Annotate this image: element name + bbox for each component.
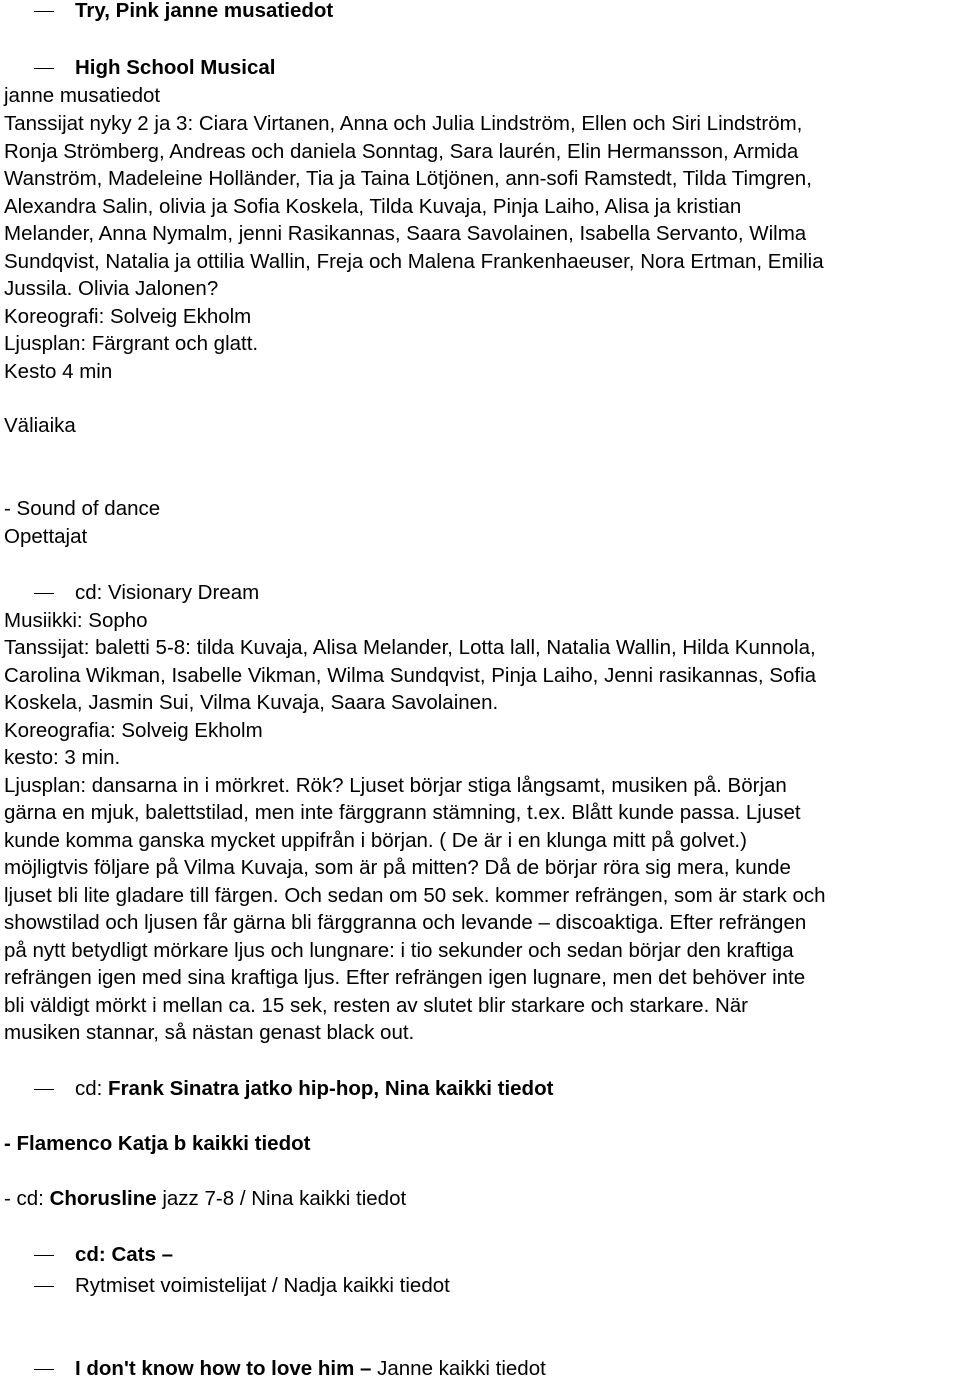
item-title: cd: Cats – [75, 1243, 173, 1266]
text-line: kesto: 3 min. [4, 746, 121, 769]
item-title: Frank Sinatra jatko hip-hop, Nina kaikki tiedot [108, 1077, 554, 1100]
text-line: möjligtvis följare på Vilma Kuvaja, som är på mitten? Då de börjar röra sig mera, kunde [4, 856, 791, 879]
text-line: gärna en mjuk, balettstilad, men inte färggrann stämning, t.ex. Blått kunde passa. Ljuset [4, 801, 801, 824]
text-line: kunde komma ganska mycket uppifrån i början. ( De är i en klunga mitt på golvet.) [4, 829, 747, 852]
text-line: refrängen igen med sina kraftiga ljus. Efter refrängen igen lugnare, men det behöver inte [4, 966, 806, 989]
item-prefix: - cd: [4, 1187, 50, 1210]
item-prefix: cd: [75, 1077, 109, 1100]
text-line: Koreografia: Solveig Ekholm [4, 719, 263, 742]
section-chorusline [4, 1186, 406, 1212]
text-line: Tanssijat nyky 2 ja 3: Ciara Virtanen, Anna och Julia Lindström, Ellen och Siri Lindström, [4, 112, 803, 135]
item-title: Chorusline [49, 1187, 157, 1210]
text-line: Ljusplan: dansarna in i mörkret. Rök? Ljuset börjar stiga långsamt, musiken på. Början [4, 774, 787, 797]
text-line: bli väldigt mörkt i mellan ca. 15 sek, resten av slutet blir starkare och starkare. När [4, 994, 748, 1017]
text-line: musiken stannar, så nästan genast black out. [4, 1021, 415, 1044]
text-line: Wanström, Madeleine Holländer, Tia ja Taina Lötjönen, ann-sofi Ramstedt, Tilda Timgren, [4, 167, 812, 190]
text-line: på nytt betydligt mörkare ljus och lungnare: i tio sekunder och sedan börjar den kraftiga [4, 939, 794, 962]
list-item-try-pink [38, 0, 333, 24]
item-title: cd: Visionary Dream [75, 581, 260, 604]
text-line: Sundqvist, Natalia ja ottilia Wallin, Freja och Malena Frankenhaeuser, Nora Ertman, Emilia [4, 250, 824, 273]
text-line: Musiikki: Sopho [4, 609, 148, 632]
text-line: Opettajat [4, 525, 88, 548]
text-line: showstilad och ljusen får gärna bli färggranna och levande – discoaktiga. Efter refrängen [4, 911, 807, 934]
text-line: Kesto 4 min [4, 360, 113, 383]
item-title: I don't know how to love him – [75, 1357, 372, 1380]
item-title: Try, Pink janne musatiedot [75, 0, 334, 22]
list-item-cats [38, 1242, 173, 1268]
text-line: Carolina Wikman, Isabelle Vikman, Wilma Sundqvist, Pinja Laiho, Jenni rasikannas, Sofia [4, 664, 817, 687]
text-line: Ljusplan: Färgrant och glatt. [4, 332, 259, 355]
item-title: Rytmiset voimistelijat / Nadja kaikki tiedot [75, 1274, 450, 1297]
text-line: Jussila. Olivia Jalonen? [4, 277, 219, 300]
list-item-visionary-dream [38, 580, 259, 606]
text-line: Ronja Strömberg, Andreas och daniela Sonntag, Sara laurén, Elin Hermansson, Armida [4, 140, 799, 163]
text-line: janne musatiedot [4, 84, 161, 107]
section-title: - Flamenco Katja b kaikki tiedot [4, 1132, 311, 1155]
section-sound-of-dance: - Sound of dance [4, 497, 161, 520]
list-item-love-him [38, 1356, 546, 1382]
text-line: Tanssijat: baletti 5-8: tilda Kuvaja, Alisa Melander, Lotta lall, Natalia Wallin, Hilda Kunnola, [4, 636, 816, 659]
intermission-heading: Väliaika [4, 414, 76, 437]
list-item-high-school-musical [38, 55, 275, 81]
item-title: High School Musical [75, 56, 276, 79]
text-line: ljuset bli lite gladare till färgen. Och sedan om 50 sek. kommer refrängen, som är stark och [4, 884, 826, 907]
section-flamenco [4, 1131, 310, 1157]
list-item-rytmiset [38, 1273, 450, 1299]
text-line: Melander, Anna Nymalm, jenni Rasikannas, Saara Savolainen, Isabella Servanto, Wilma [4, 222, 807, 245]
text-line: Koreografi: Solveig Ekholm [4, 305, 252, 328]
text-line: Alexandra Salin, olivia ja Sofia Koskela, Tilda Kuvaja, Pinja Laiho, Alisa ja kristian [4, 195, 742, 218]
item-details: jazz 7-8 / Nina kaikki tiedot [156, 1187, 407, 1210]
text-line: Koskela, Jasmin Sui, Vilma Kuvaja, Saara Savolainen. [4, 691, 499, 714]
list-item-frank-sinatra [38, 1076, 553, 1102]
item-details: Janne kaikki tiedot [371, 1357, 546, 1380]
